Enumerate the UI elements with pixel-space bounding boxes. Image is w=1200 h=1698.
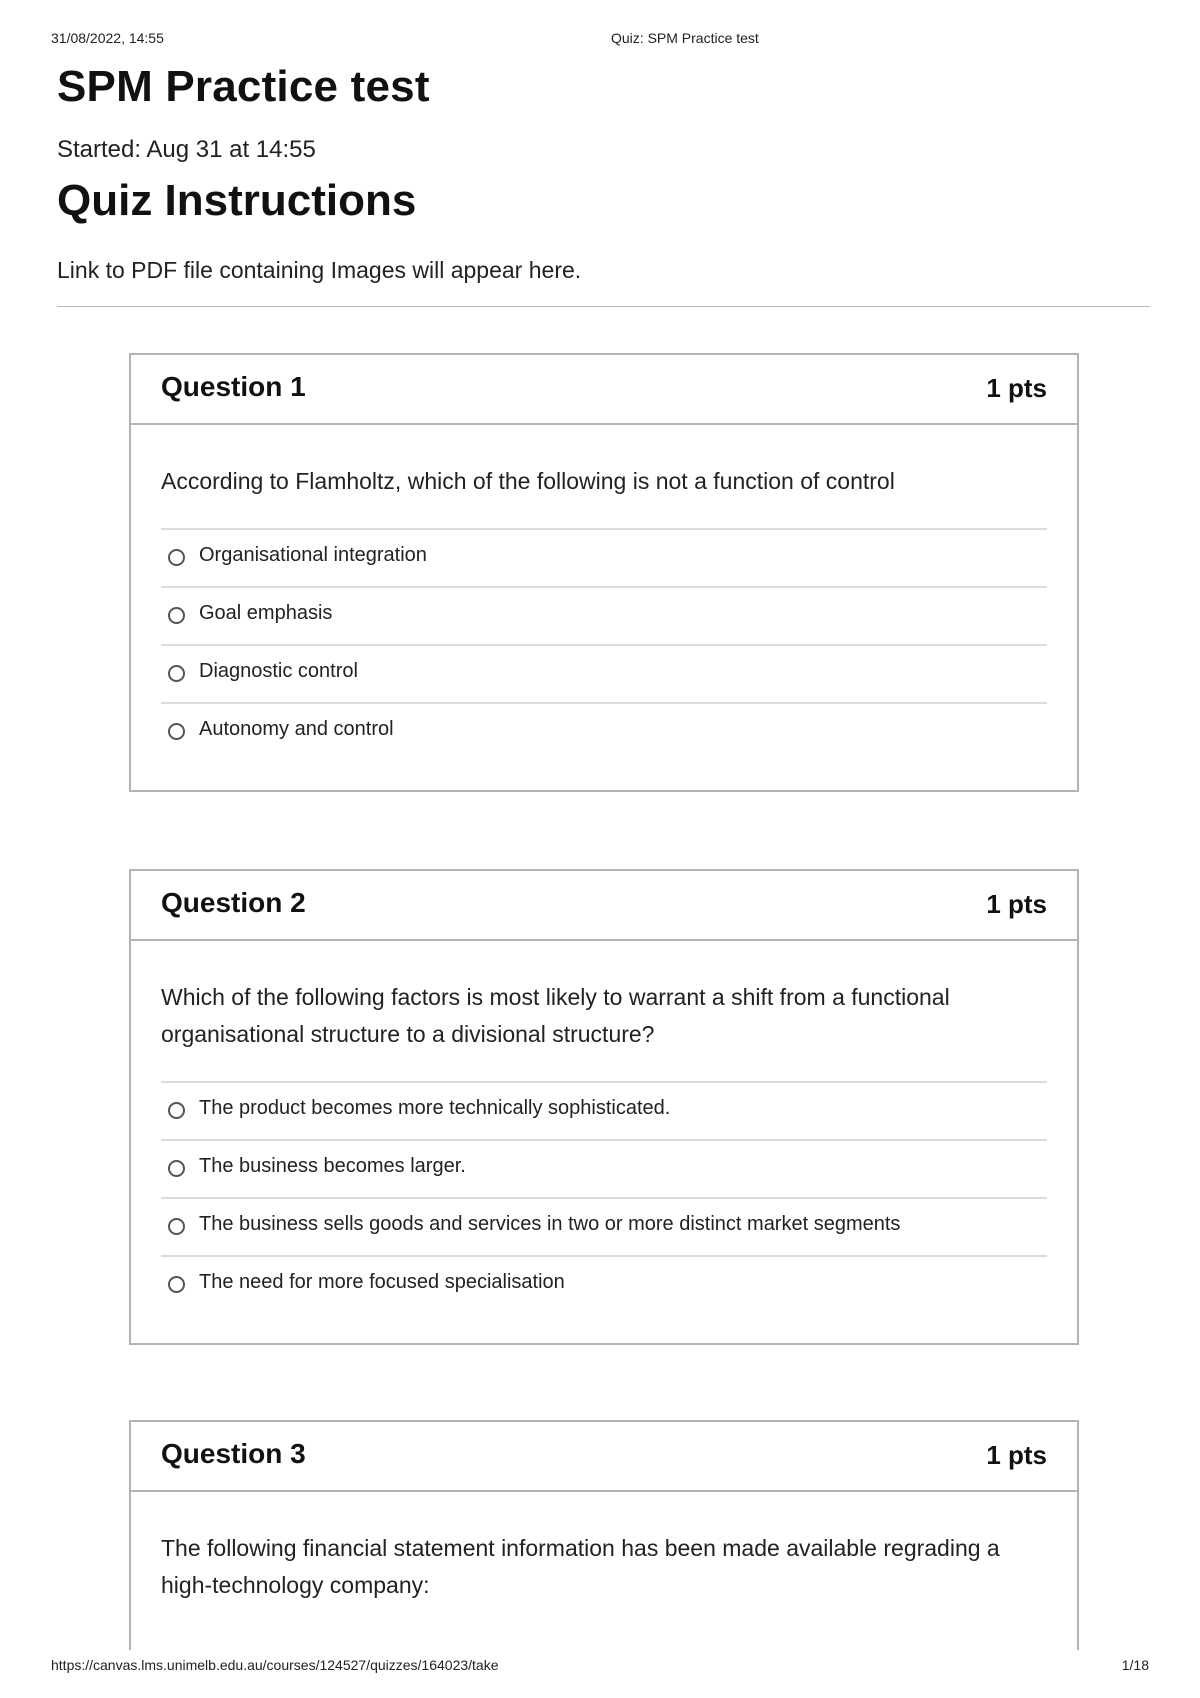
question-header (131, 1422, 1077, 1492)
quiz-title: SPM Practice test (57, 62, 430, 111)
print-page-number: 1/18 (1121, 1657, 1149, 1673)
question-body (131, 941, 1077, 1343)
answer-option[interactable] (161, 530, 1047, 588)
question-text: Which of the following factors is most likely to warrant a shift from a functional organisational structure to a divisional structure? (161, 984, 950, 1047)
question-title: Question 2 (161, 887, 306, 918)
question-text: The following financial statement information has been made available regrading a high-technology company: (161, 1535, 1000, 1598)
instructions-text: Link to PDF file containing Images will appear here. (57, 257, 582, 283)
question-card (129, 353, 1079, 792)
answer-label[interactable]: The need for more focused specialisation (199, 1271, 565, 1293)
question-body (131, 1492, 1077, 1662)
radio-button[interactable] (168, 723, 185, 740)
answer-option[interactable] (161, 704, 1047, 760)
answer-label[interactable]: Autonomy and control (199, 718, 394, 740)
answer-label[interactable]: Diagnostic control (199, 660, 358, 682)
answer-option[interactable] (161, 646, 1047, 704)
answer-label[interactable]: Goal emphasis (199, 602, 333, 624)
quiz-started-time: Started: Aug 31 at 14:55 (57, 136, 316, 163)
answer-option[interactable] (161, 588, 1047, 646)
answer-list (161, 1081, 1047, 1313)
radio-button[interactable] (168, 549, 185, 566)
radio-button[interactable] (168, 607, 185, 624)
print-doc-title: Quiz: SPM Practice test (611, 30, 759, 46)
question-points: 1 pts (986, 373, 1047, 403)
print-header (51, 30, 1149, 50)
print-footer (51, 1657, 1149, 1677)
instructions-heading: Quiz Instructions (57, 176, 417, 225)
question-title: Question 3 (161, 1438, 306, 1469)
question-card (129, 1420, 1079, 1650)
answer-option[interactable] (161, 1257, 1047, 1313)
radio-button[interactable] (168, 1102, 185, 1119)
question-points: 1 pts (986, 889, 1047, 919)
answer-label[interactable]: Organisational integration (199, 544, 427, 566)
radio-button[interactable] (168, 1218, 185, 1235)
question-text: According to Flamholtz, which of the following is not a function of control (161, 468, 895, 494)
answer-option[interactable] (161, 1141, 1047, 1199)
radio-button[interactable] (168, 1160, 185, 1177)
question-body (131, 425, 1077, 790)
answer-list (161, 528, 1047, 760)
answer-option[interactable] (161, 1199, 1047, 1257)
answer-label[interactable]: The business becomes larger. (199, 1155, 466, 1177)
question-title: Question 1 (161, 371, 306, 402)
question-header (131, 871, 1077, 941)
question-card (129, 869, 1079, 1345)
question-points: 1 pts (986, 1440, 1047, 1470)
question-header (131, 355, 1077, 425)
answer-label[interactable]: The product becomes more technically sophisticated. (199, 1097, 671, 1119)
radio-button[interactable] (168, 665, 185, 682)
answer-label[interactable]: The business sells goods and services in two or more distinct market segments (199, 1213, 901, 1235)
divider (57, 306, 1150, 307)
print-datetime: 31/08/2022, 14:55 (51, 30, 164, 46)
answer-option[interactable] (161, 1083, 1047, 1141)
radio-button[interactable] (168, 1276, 185, 1293)
print-url: https://canvas.lms.unimelb.edu.au/courses/124527/quizzes/164023/take (51, 1657, 499, 1673)
